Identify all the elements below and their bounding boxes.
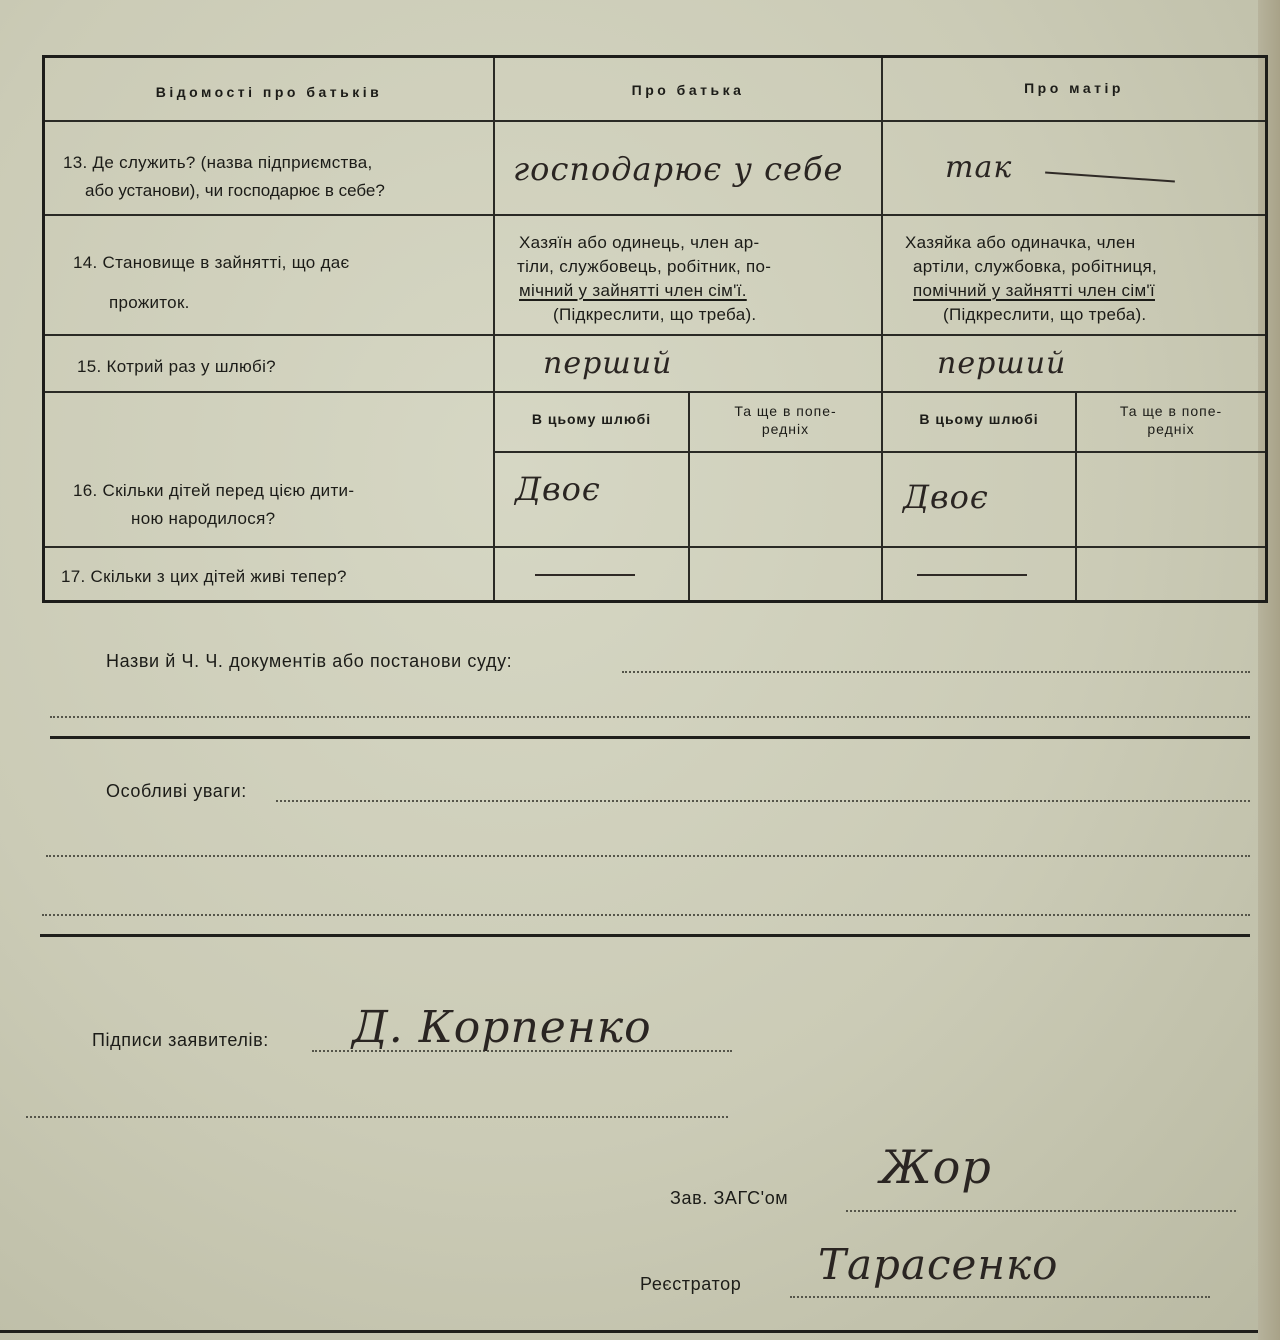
column-divider — [493, 58, 495, 600]
row14-mother-option-line4: (Підкреслити, що треба). — [943, 305, 1147, 324]
notes-fill-line — [42, 914, 1250, 916]
notes-fill-line — [276, 800, 1250, 802]
header-parents-info: Відомості про батьків — [155, 84, 383, 100]
applicant-signature: Д. Корпенко — [352, 1002, 652, 1053]
row17-father-dash — [535, 574, 635, 576]
registrar-label: Реєстратор — [640, 1274, 742, 1294]
registrar-signature: Тарасенко — [818, 1240, 1059, 1289]
signature-fill-line — [26, 1116, 728, 1118]
section-separator — [50, 736, 1250, 739]
row16-father-previous-header-line1: Та ще в попе- — [734, 403, 837, 419]
row15-father-answer: перший — [543, 346, 673, 381]
page-bottom-rule — [0, 1330, 1258, 1333]
special-notes-label: Особливі уваги: — [106, 781, 247, 801]
row16-mother-previous-header-line1: Та ще в попе- — [1119, 403, 1223, 419]
row17-question: 17. Скільки з цих дітей живі тепер? — [61, 567, 347, 586]
row14-father-option-line3: мічний у зайнятті член сім'ї. — [519, 281, 747, 300]
row13-father-answer: господарює у себе — [513, 150, 844, 188]
row14-question-line1: 14. Становище в зайнятті, що дає — [73, 253, 350, 272]
row16-father-this-marriage-answer: Двоє — [515, 470, 601, 508]
row13-mother-answer: так — [945, 150, 1013, 185]
row14-mother-option-line2: артіли, службовка, робітниця, — [913, 257, 1158, 276]
zags-head-label: Зав. ЗАГС'ом — [670, 1188, 789, 1208]
row13-question-line2: або установи), чи господарює в себе? — [85, 181, 385, 200]
row14-father-option-line1: Хазяїн або одинець, член ар- — [519, 233, 760, 252]
row16-question-line1: 16. Скільки дітей перед цією дити- — [73, 481, 355, 500]
row16-mother-previous-header-line2: редніх — [1147, 421, 1195, 437]
parents-info-table — [42, 55, 1268, 603]
row-divider — [45, 546, 1265, 548]
row14-father-option-line2: тіли, службовець, робітник, по- — [517, 257, 772, 276]
row15-question: 15. Котрий раз у шлюбі? — [77, 357, 276, 376]
documents-fill-line — [50, 716, 1250, 718]
row13-question-line1: 13. Де служить? (назва підприємства, — [63, 153, 373, 172]
row-divider — [45, 214, 1265, 216]
row13-mother-flourish — [1045, 171, 1175, 182]
row17-mother-dash — [917, 574, 1027, 576]
row16-mother-this-marriage-answer: Двоє — [903, 478, 989, 516]
row14-father-option-line4: (Підкреслити, що треба). — [553, 305, 757, 324]
documents-fill-line — [622, 671, 1250, 673]
row16-father-previous-header-line2: редніх — [761, 421, 810, 437]
row14-mother-option-line1: Хазяйка або одиначка, член — [905, 233, 1136, 252]
row-divider — [45, 334, 1265, 336]
row-divider — [493, 451, 1265, 453]
row14-mother-option-line3: помічний у зайнятті член сім'ї — [913, 281, 1155, 300]
row16-question-line2: ною народилося? — [131, 509, 276, 528]
documents-label: Назви й Ч. Ч. документів або постанови суду: — [106, 651, 513, 671]
zags-head-fill-line — [846, 1210, 1236, 1212]
row-divider — [45, 391, 1265, 393]
row14-question-line2: прожиток. — [109, 293, 190, 312]
row15-mother-answer: перший — [937, 346, 1067, 381]
notes-fill-line — [46, 855, 1250, 857]
row16-father-this-marriage-header: В цьому шлюбі — [531, 411, 652, 427]
zags-head-signature: Жор — [880, 1140, 992, 1194]
applicant-signatures-label: Підписи заявителів: — [92, 1030, 269, 1050]
registrar-fill-line — [790, 1296, 1210, 1298]
header-mother: Про матір — [1024, 80, 1124, 96]
section-separator — [40, 934, 1250, 937]
column-divider — [881, 58, 883, 600]
row16-mother-this-marriage-header: В цьому шлюбі — [919, 411, 1039, 427]
header-father: Про батька — [631, 82, 745, 98]
row-divider — [45, 120, 1265, 122]
